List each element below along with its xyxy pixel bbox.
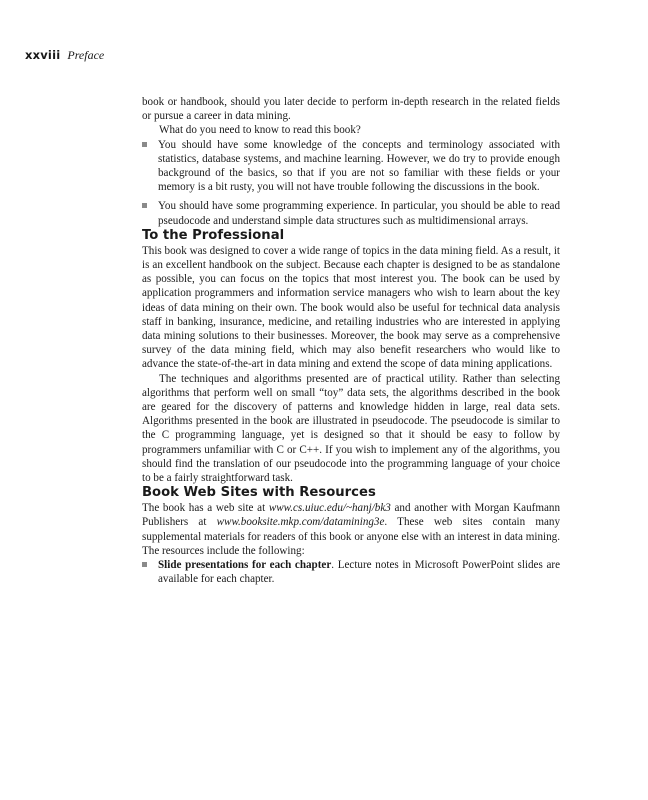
websites-paragraph	[142, 501, 560, 558]
page-body	[142, 95, 560, 587]
intro-question: What do you need to know to read this book?	[159, 124, 361, 137]
professional-paragraph-1: This book was designed to cover a wide range of topics in the data mining field. As a result, it is an excellent handbook on the subject. Because each chapter is designed to be as standalone as possible, you can focus on the topics that most interest you. The book can be used by application programmers and information service managers who wish to learn about the key ideas of data mining on their own. The book would also be useful for technical data analysis staff in banking, insurance, medicine, and retailing industries who are interested in applying data mining solutions to their businesses. Moreover, the book may serve as a comprehensive survey of the data mining field, which may also benefit researchers who would like to advance the state-of-the-art in data mining and extend the scope of data mining applications.	[142, 244, 560, 371]
list-item	[142, 199, 560, 227]
websites-text-1: The book has a web site at	[142, 502, 269, 515]
running-title: Preface	[67, 48, 105, 62]
intro-continuation: book or handbook, should you later decide to perform in-depth research in the related fields or pursue a career in data mining.	[142, 96, 560, 123]
resource-description: . Lecture notes in Microsoft PowerPoint slides are available for each chapter.	[158, 559, 560, 586]
page-number: xxviii	[25, 48, 61, 62]
list-item	[142, 138, 560, 195]
prerequisites-list	[142, 138, 560, 228]
section-heading-websites: Book Web Sites with Resources	[142, 485, 376, 501]
resources-list	[142, 558, 560, 586]
website-url-2: www.booksite.mkp.com/datamining3e	[216, 516, 385, 529]
bullet-square-icon	[142, 203, 147, 208]
websites-text-3: . These web sites contain many supplemental materials for readers of this book or anyone else with an interest in data mining. The resources include the following:	[142, 516, 561, 557]
section-heading-professional: To the Professional	[142, 227, 285, 243]
resource-title: Slide presentations for each chapter	[158, 559, 332, 572]
bullet-square-icon	[142, 142, 147, 147]
list-item-text: You should have some knowledge of the concepts and terminology associated with statistics, database systems, and machine learning. However, we do try to provide enough background of the basics, so that if you are not so familiar with these fields or your memory is a bit rusty, you will not have trouble following the discussions in the book.	[158, 138, 560, 194]
running-head	[25, 47, 104, 63]
list-item	[142, 558, 560, 586]
website-url-1: www.cs.uiuc.edu/~hanj/bk3	[268, 502, 391, 515]
list-item-text: You should have some programming experience. In particular, you should be able to read pseudocode and understand simple data structures such as multidimensional arrays.	[158, 200, 560, 227]
professional-paragraph-2: The techniques and algorithms presented are of practical utility. Rather than selecting algorithms that perform well on small “toy” data sets, the algorithms described in the book are geared for the discovery of patterns and knowledge hidden in large, real data sets. Algorithms presented in the book are illustrated in pseudocode. The pseudocode is similar to the C programming language, yet is designed so that it should be easy to follow by programmers unfamiliar with C or C++. If you wish to implement any of the algorithms, you should find the translation of our pseudocode into the programming language of your choice to be a fairly straightforward task.	[142, 372, 560, 485]
bullet-square-icon	[142, 562, 147, 567]
websites-text-2: and another with Morgan Kaufmann Publishers at	[142, 502, 560, 529]
